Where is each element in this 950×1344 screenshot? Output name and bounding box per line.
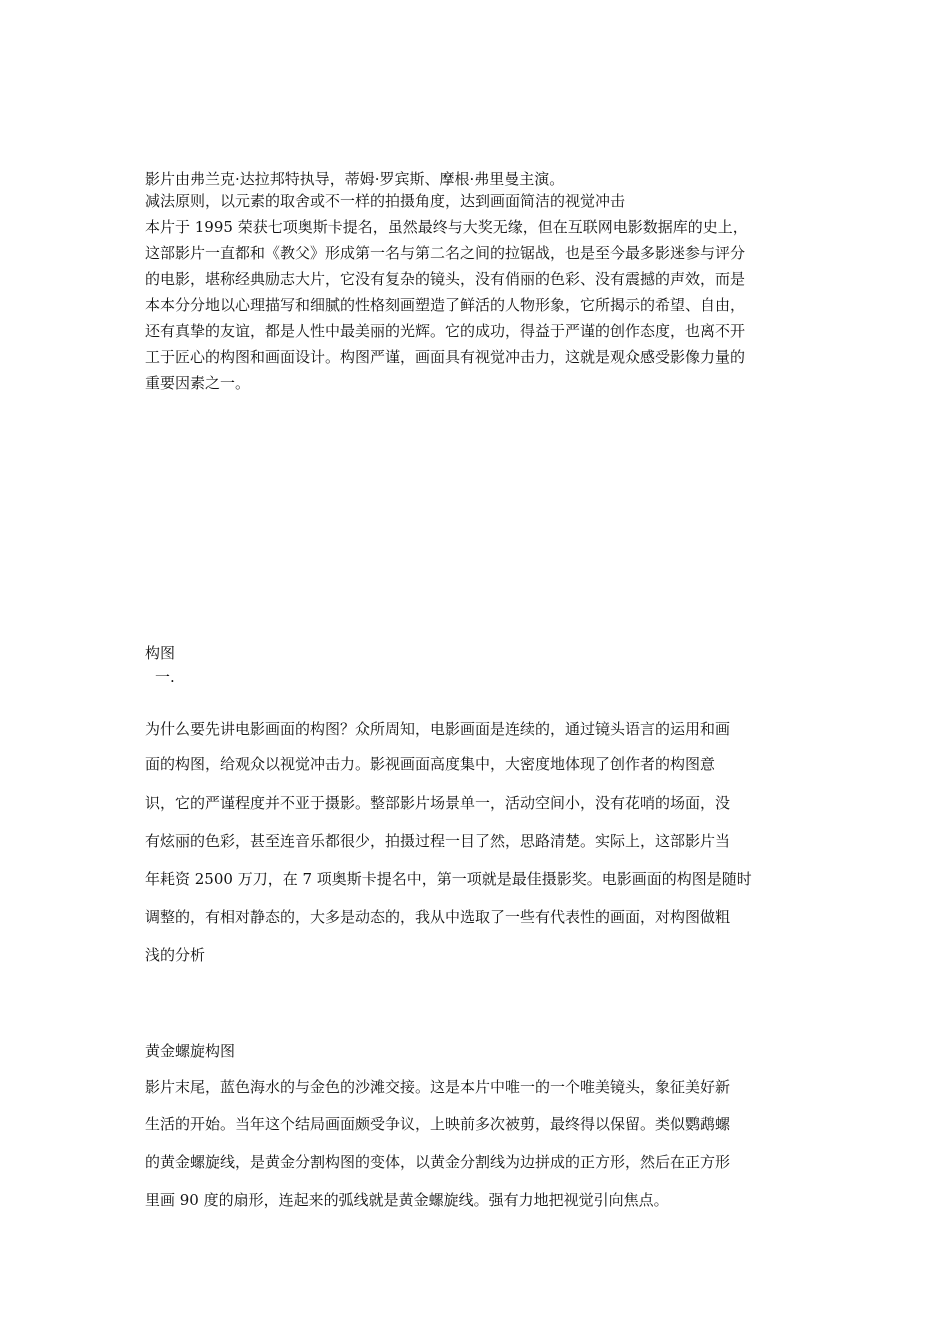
paragraph-line: 有炫丽的色彩，甚至连音乐都很少，拍摄过程一目了然，思路清楚。实际上，这部影片当 bbox=[145, 832, 731, 850]
paragraph-line: 还有真挚的友谊，都是人性中最美丽的光辉。它的成功，得益于严谨的创作态度，也离不开 bbox=[145, 322, 746, 340]
section-title: 构图 bbox=[145, 644, 176, 662]
paragraph-line: 影片末尾，蓝色海水的与金色的沙滩交接。这是本片中唯一的一个唯美镜头，象征美好新 bbox=[145, 1078, 731, 1096]
section-number: 一. bbox=[155, 668, 175, 686]
paragraph-line: 年耗资 2500 万刀，在 7 项奥斯卡提名中，第一项就是最佳摄影奖。电影画面的构图是随时 bbox=[145, 870, 752, 888]
paragraph-line: 工于匠心的构图和画面设计。构图严谨，画面具有视觉冲击力，这就是观众感受影像力量的 bbox=[145, 348, 746, 366]
principle-line: 减法原则，以元素的取舍或不一样的拍摄角度，达到画面简洁的视觉冲击 bbox=[145, 192, 626, 210]
paragraph-line: 生活的开始。当年这个结局画面颇受争议，上映前多次被剪，最终得以保留。类似鹦鹉螺 bbox=[145, 1115, 731, 1133]
paragraph-line: 这部影片一直都和《教父》形成第一名与第二名之间的拉锯战，也是至今最多影迷参与评分 bbox=[145, 244, 746, 262]
paragraph-line: 识，它的严谨程度并不亚于摄影。整部影片场景单一，活动空间小，没有花哨的场面，没 bbox=[145, 794, 731, 812]
paragraph-line: 重要因素之一。 bbox=[145, 374, 251, 392]
paragraph-line: 面的构图，给观众以视觉冲击力。影视画面高度集中，大密度地体现了创作者的构图意 bbox=[145, 755, 716, 773]
credits-line: 影片由弗兰克·达拉邦特执导，蒂姆·罗宾斯、摩根·弗里曼主演。 bbox=[145, 170, 565, 188]
paragraph-line: 的电影，堪称经典励志大片，它没有复杂的镜头，没有俏丽的色彩、没有震撼的声效，而是 bbox=[145, 270, 746, 288]
paragraph-line: 调整的，有相对静态的，大多是动态的，我从中选取了一些有代表性的画面，对构图做粗 bbox=[145, 908, 731, 926]
paragraph-line: 的黄金螺旋线，是黄金分割构图的变体，以黄金分割线为边拼成的正方形，然后在正方形 bbox=[145, 1153, 731, 1171]
subsection-title: 黄金螺旋构图 bbox=[145, 1042, 236, 1060]
paragraph-line: 浅的分析 bbox=[145, 946, 206, 964]
paragraph-line: 为什么要先讲电影画面的构图？众所周知，电影画面是连续的，通过镜头语言的运用和画 bbox=[145, 720, 731, 738]
paragraph-line: 里画 90 度的扇形，连起来的弧线就是黄金螺旋线。强有力地把视觉引向焦点。 bbox=[145, 1191, 669, 1209]
paragraph-line: 本本分分地以心理描写和细腻的性格刻画塑造了鲜活的人物形象，它所揭示的希望、自由， bbox=[145, 296, 746, 314]
paragraph-line: 本片于 1995 荣获七项奥斯卡提名，虽然最终与大奖无缘，但在互联网电影数据库的史上， bbox=[145, 218, 748, 236]
